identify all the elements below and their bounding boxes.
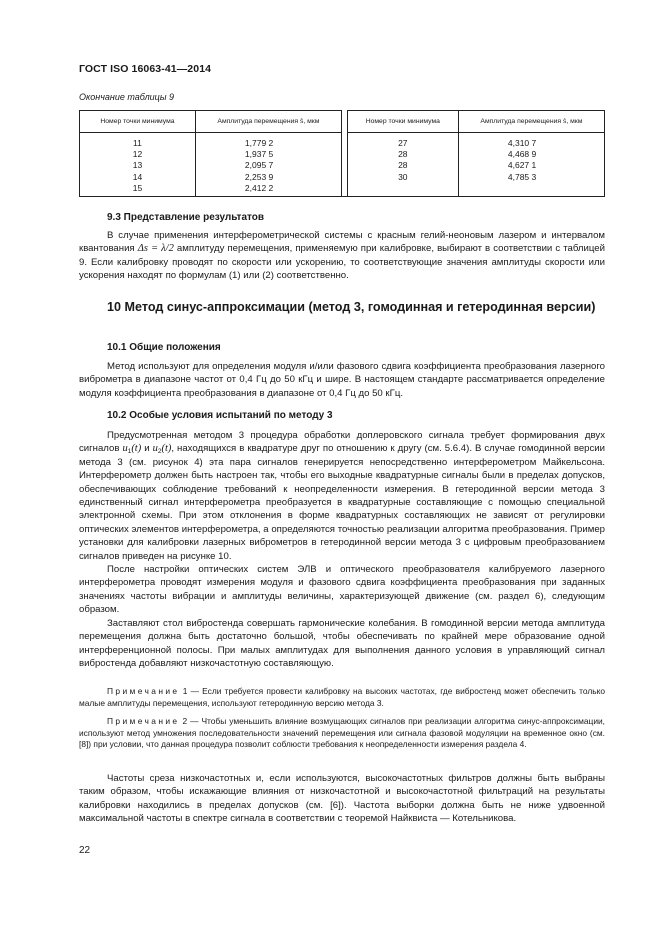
- cell-amplitude: 4,310 7: [458, 133, 604, 150]
- section-heading-10-2: 10.2 Особые условия испытаний по методу 3: [107, 410, 333, 421]
- section-heading-9-3: 9.3 Представление результатов: [107, 212, 265, 223]
- table-9: [79, 110, 605, 197]
- cell-amplitude: 2,412 2: [195, 183, 341, 197]
- table-row: [80, 183, 605, 197]
- paragraph: В случае применения интерферометрической системы с красным гелий-неоновым лазером и интервалом квантования Δs = λ/2 амплитуду перемещения, применяемую при калибровке, выбирают в соответствии с таблицей 9. Если калибровку проводят по скорости или ускорению, то соответствующие значения амплитуды скорости или ускорения находят по формулам (1) или (2) соответственно.: [79, 230, 605, 282]
- cell-amplitude: 2,253 9: [195, 172, 341, 183]
- paragraph: После настройки оптических систем ЭЛВ и оптического преобразователя калибруемого лазерного интерферометра проводят измерения модуля и фазового сдвига коэффициента преобразования при заданных значениях частоты вибрации и амплитуды величины, характеризующей движение (см. раздел 6), следующим образом.: [79, 564, 605, 616]
- table-row: [80, 160, 605, 171]
- column-header: Номер точки минимума: [347, 111, 458, 133]
- note-label: Примечание: [107, 686, 180, 696]
- section-heading-10: 10 Метод синус-аппроксимации (метод 3, гомодинная и гетеродинная версии): [107, 300, 596, 314]
- table-row: [80, 172, 605, 183]
- cell-point-number: 11: [80, 133, 196, 150]
- column-header: Амплитуда перемещения ŝ, мкм: [195, 111, 341, 133]
- cell-amplitude: 1,779 2: [195, 133, 341, 150]
- table-header-row: [80, 111, 605, 133]
- table-row: [80, 133, 605, 150]
- cell-amplitude: 4,627 1: [458, 160, 604, 171]
- paragraph: Метод используют для определения модуля и/или фазового сдвига коэффициента преобразования лазерного виброметра в диапазоне частот от 0,4 Гц до 50 кГц и шире. В настоящем стандарте рассматривается определение модуля коэффициента преобразования в диапазоне от 0,4 Гц до 50 кГц.: [79, 361, 605, 399]
- section-10-1-text: [79, 360, 605, 400]
- note-1: Примечание 1 — Если требуется провести калибровку на высоких частотах, где вибростенд может обеспечить только малые амплитуды перемещения, используют гетеродинную версию метода 3.: [79, 686, 605, 708]
- cell-point-number: 28: [347, 160, 458, 171]
- cell-point-number: 30: [347, 172, 458, 183]
- note-2: Примечание 2 — Чтобы уменьшить влияние возмущающих сигналов при реализации алгоритма синус-аппроксимации, используют метод умножения последовательности значений перемещения или сигнала фазовой модуляции на временное окно (см. [8]) при условии, что данная процедура позволит соблюсти требования к неопределенности измерения раздела 4.: [79, 716, 605, 750]
- cell-amplitude: 4,785 3: [458, 172, 604, 183]
- cell-amplitude: 2,095 7: [195, 160, 341, 171]
- cell-point-number: 27: [347, 133, 458, 150]
- cell-amplitude: 1,937 5: [195, 149, 341, 160]
- document-header: ГОСТ ISO 16063-41—2014: [79, 63, 212, 75]
- cell-point-number: 15: [80, 183, 196, 197]
- cell-point-number: 14: [80, 172, 196, 183]
- section-9-3-text: [79, 229, 605, 283]
- paragraph: Заставляют стол вибростенда совершать гармонические колебания. В гомодинной версии метода амплитуда перемещения должна быть достаточно большой, чтобы обеспечивать по крайней мере образование одной интерференционной полосы. При малых амплитудах для выполнения данного условия в управляющий сигнал вибростенда добавляют низкочастотную составляющую.: [79, 617, 605, 669]
- column-header: Амплитуда перемещения ŝ, мкм: [458, 111, 604, 133]
- note-label: Примечание: [107, 716, 180, 726]
- formula: Δs = λ/2: [137, 243, 174, 255]
- section-10-2-text-end: [79, 772, 605, 826]
- cell-point-number: 13: [80, 160, 196, 171]
- cell-point-number: 12: [80, 149, 196, 160]
- table-caption: Окончание таблицы 9: [79, 92, 174, 102]
- cell-point-number: 28: [347, 149, 458, 160]
- paragraph: Частоты среза низкочастотных и, если используются, высокочастотных фильтров должны быть выбраны таким образом, чтобы искажающие влияния от низкочастотной и высокочастотной фильтраций на результаты калибровки находились в пределах допусков (см. [6]). Частота выборки должна быть не ниже удвоенной максимальной частоты в спектре сигнала в соответствии с теоремой Найквиста — Котельникова.: [79, 773, 605, 825]
- cell-amplitude: 4,468 9: [458, 149, 604, 160]
- section-10-2-text: [79, 429, 605, 670]
- cell-amplitude: [458, 183, 604, 197]
- paragraph: Предусмотренная методом 3 процедура обработки доплеровского сигнала требует формирования двух сигналов $u_1(t)$ и $u_2(t)$, находящихся в квадратуре друг по отношению к другу (см. 5.6.4). В случае гомодинной версии метода 3 (см. рисунок 4) эта пара сигналов генерируется непосредственно интерферометром Майкельсона. Интерферометр должен быть настроен так, чтобы его выходные квадратурные сигналы были в пределах допусков, обеспечивающих соблюдение требований к неопределенности измерения. В гетеродинной версии метода 3 единственный сигнал интерферометра преобразуется в квадратурные составляющие с помощью специальной электронной схемы. При этом отклонения в форме квадратурных составляющих не зависят от регулировки оптических элементов интерферометра, а определяются точностью реализации алгоритма преобразования. Пример установки для калибровки лазерных виброметров в гетеродинной версии метода 3 с цифровым преобразованием сигналов приведен на рисунке 10.: [79, 430, 606, 562]
- table-row: [80, 149, 605, 160]
- section-heading-10-1: 10.1 Общие положения: [107, 342, 221, 353]
- column-header: Номер точки минимума: [80, 111, 196, 133]
- table-body: [80, 133, 605, 197]
- page-number: 22: [79, 845, 91, 856]
- cell-point-number: [347, 183, 458, 197]
